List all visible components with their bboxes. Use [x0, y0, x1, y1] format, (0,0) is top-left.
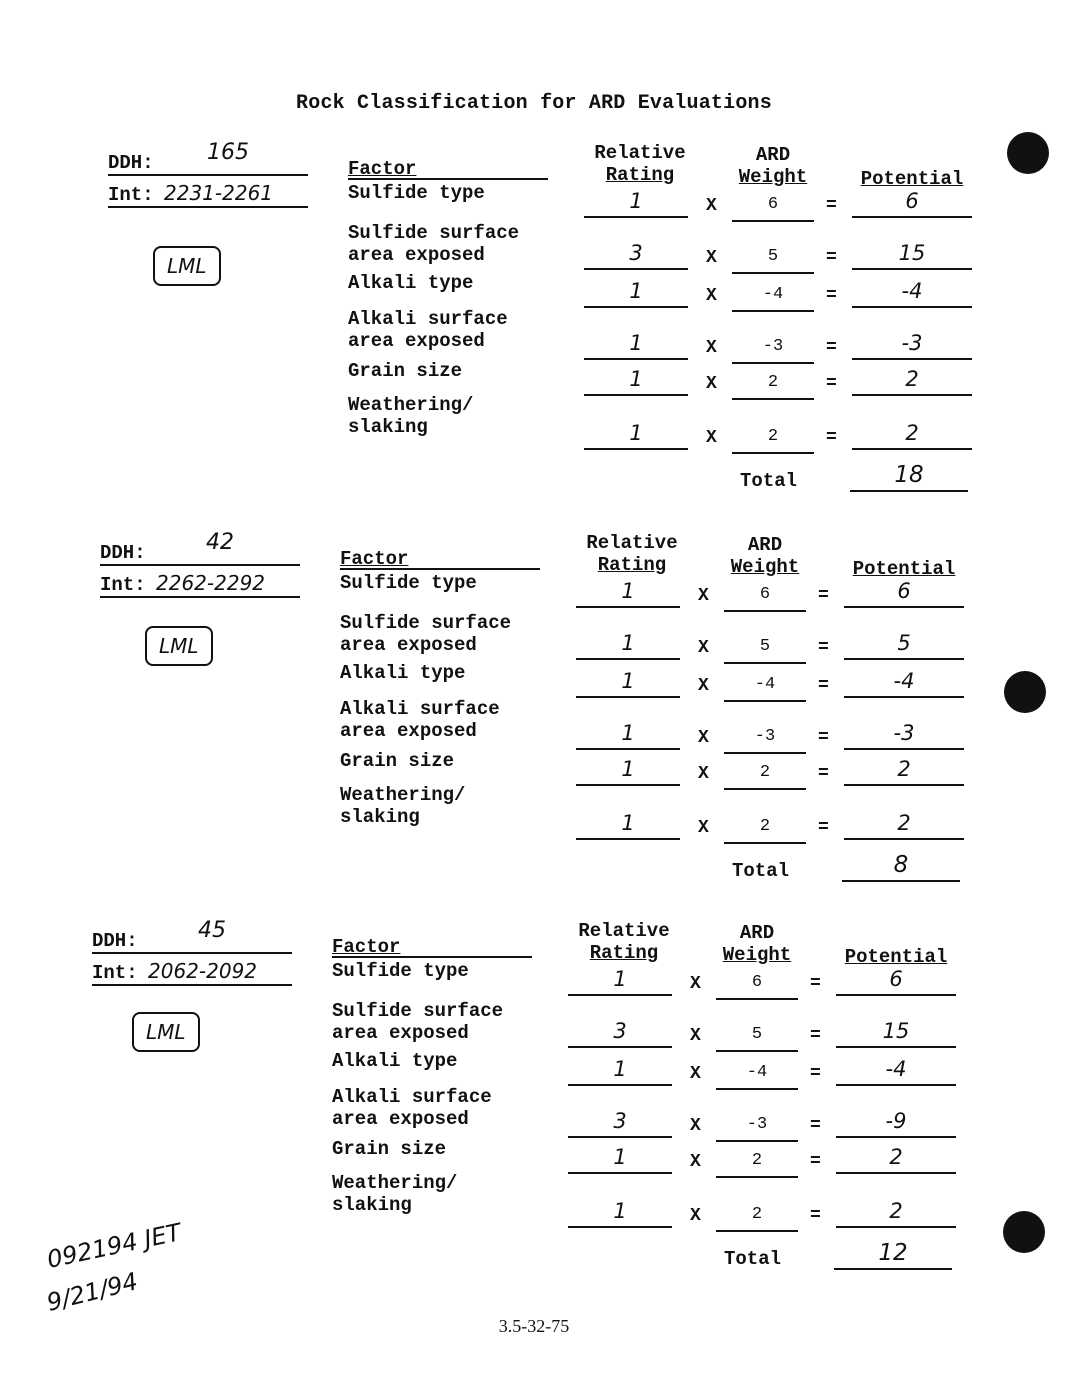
- rating-cell: 1: [584, 330, 688, 360]
- factor-header-rule: [348, 178, 548, 180]
- potential-cell: 2: [844, 810, 964, 840]
- rating-cell: 1: [576, 630, 680, 660]
- relative-rating-header: [564, 920, 684, 964]
- signature-line-2: 9/21/94: [43, 1267, 141, 1317]
- factor-header: Factor: [340, 548, 409, 570]
- ddh-underline: [100, 564, 300, 566]
- equals-sign: =: [826, 196, 837, 216]
- factor-label: Grain size: [332, 1138, 447, 1160]
- rating-cell: 1: [584, 420, 688, 450]
- times-sign: X: [706, 248, 717, 268]
- rock-code-box: LML: [145, 626, 213, 666]
- ddh-label: DDH:: [100, 542, 146, 564]
- total-value: 18: [850, 462, 968, 492]
- weight-cell: -3: [732, 334, 814, 364]
- total-value: 8: [842, 852, 960, 882]
- binder-hole-bottom: [1003, 1211, 1045, 1253]
- total-value: 12: [834, 1240, 952, 1270]
- weight-cell: 2: [732, 370, 814, 400]
- weight-cell: 2: [732, 424, 814, 454]
- total-label: Total: [724, 1248, 782, 1270]
- document-title: Rock Classification for ARD Evaluations: [296, 92, 772, 115]
- potential-header: Potential: [852, 558, 956, 580]
- signature-line-1: 092194 JET: [44, 1218, 184, 1274]
- rating-cell: 3: [568, 1108, 672, 1138]
- equals-sign: =: [810, 1152, 821, 1172]
- times-sign: X: [698, 586, 709, 606]
- times-sign: X: [706, 428, 717, 448]
- factor-label: Sulfide type: [340, 572, 477, 594]
- times-sign: X: [690, 1026, 701, 1046]
- binder-hole-middle: [1004, 671, 1046, 713]
- factor-label: Weathering/ slaking: [332, 1172, 458, 1216]
- relative-rating-header: [572, 532, 692, 576]
- factor-header: Factor: [348, 158, 417, 180]
- total-label: Total: [732, 860, 790, 882]
- ddh-value: 42: [206, 530, 234, 555]
- equals-sign: =: [810, 1206, 821, 1226]
- times-sign: X: [690, 1064, 701, 1084]
- equals-sign: =: [810, 1116, 821, 1136]
- rating-cell: 1: [576, 578, 680, 608]
- potential-cell: -4: [836, 1056, 956, 1086]
- ddh-value: 165: [207, 140, 249, 165]
- rating-cell: 1: [584, 366, 688, 396]
- factor-label: Sulfide surface area exposed: [340, 612, 512, 656]
- times-sign: X: [706, 338, 717, 358]
- rating-cell: 1: [584, 188, 688, 218]
- ard-label: ARD: [755, 144, 791, 166]
- potential-cell: 6: [852, 188, 972, 218]
- times-sign: X: [706, 196, 717, 216]
- rating-cell: 1: [568, 1144, 672, 1174]
- times-sign: X: [698, 638, 709, 658]
- equals-sign: =: [826, 338, 837, 358]
- potential-cell: 15: [836, 1018, 956, 1048]
- equals-sign: =: [818, 728, 829, 748]
- potential-cell: 6: [844, 578, 964, 608]
- times-sign: X: [698, 728, 709, 748]
- factor-label: Alkali type: [332, 1050, 458, 1072]
- factor-label: Grain size: [340, 750, 455, 772]
- factor-header-rule: [340, 568, 540, 570]
- equals-sign: =: [818, 586, 829, 606]
- rating-cell: 1: [568, 1056, 672, 1086]
- equals-sign: =: [818, 676, 829, 696]
- potential-cell: -4: [844, 668, 964, 698]
- times-sign: X: [706, 286, 717, 306]
- factor-label: Alkali type: [340, 662, 466, 684]
- ard-label: ARD: [747, 534, 783, 556]
- weight-cell: 2: [724, 814, 806, 844]
- rating-cell: 1: [568, 1198, 672, 1228]
- times-sign: X: [698, 764, 709, 784]
- weight-cell: 6: [732, 192, 814, 222]
- potential-cell: 5: [844, 630, 964, 660]
- ddh-value: 45: [198, 918, 226, 943]
- equals-sign: =: [818, 818, 829, 838]
- weight-cell: -3: [724, 724, 806, 754]
- equals-sign: =: [818, 764, 829, 784]
- ard-weight-header: [712, 922, 802, 966]
- times-sign: X: [690, 1116, 701, 1136]
- rating-cell: 1: [584, 278, 688, 308]
- ard-label: ARD: [739, 922, 775, 944]
- potential-cell: -3: [844, 720, 964, 750]
- weight-cell: 5: [716, 1022, 798, 1052]
- factor-label: Alkali type: [348, 272, 474, 294]
- times-sign: X: [690, 1152, 701, 1172]
- factor-label: Alkali surface area exposed: [340, 698, 500, 742]
- equals-sign: =: [810, 1064, 821, 1084]
- factor-label: Sulfide type: [348, 182, 485, 204]
- factor-label: Sulfide type: [332, 960, 469, 982]
- evaluation-section: [100, 530, 1000, 900]
- interval-underline: [92, 984, 292, 986]
- rating-cell: 1: [568, 966, 672, 996]
- equals-sign: =: [826, 248, 837, 268]
- rating-cell: 3: [584, 240, 688, 270]
- rating-label: Rating: [589, 942, 659, 964]
- interval-value: 2231-2261: [164, 181, 274, 205]
- factor-label: Weathering/ slaking: [340, 784, 466, 828]
- rating-cell: 1: [576, 756, 680, 786]
- interval-underline: [100, 596, 300, 598]
- interval-label: Int:: [92, 962, 138, 984]
- weight-label: Weight: [730, 556, 800, 578]
- interval-underline: [108, 206, 308, 208]
- ddh-underline: [92, 952, 292, 954]
- weight-cell: -3: [716, 1112, 798, 1142]
- binder-hole-top: [1007, 132, 1049, 174]
- factor-label: Alkali surface area exposed: [332, 1086, 492, 1130]
- rating-cell: 1: [576, 810, 680, 840]
- interval-label: Int:: [108, 184, 154, 206]
- factor-label: Sulfide surface area exposed: [348, 222, 520, 266]
- times-sign: X: [698, 818, 709, 838]
- weight-label: Weight: [722, 944, 792, 966]
- rating-cell: 1: [576, 720, 680, 750]
- total-label: Total: [740, 470, 798, 492]
- times-sign: X: [706, 374, 717, 394]
- ard-weight-header: [720, 534, 810, 578]
- rock-code-box: LML: [153, 246, 221, 286]
- ddh-label: DDH:: [108, 152, 154, 174]
- potential-cell: 2: [852, 420, 972, 450]
- weight-cell: 5: [732, 244, 814, 274]
- potential-cell: -9: [836, 1108, 956, 1138]
- relative-label: Relative: [586, 532, 678, 554]
- rating-cell: 3: [568, 1018, 672, 1048]
- evaluation-section: [108, 140, 1008, 510]
- relative-rating-header: [580, 142, 700, 186]
- rock-code-box: LML: [132, 1012, 200, 1052]
- weight-cell: 5: [724, 634, 806, 664]
- potential-cell: 2: [836, 1144, 956, 1174]
- interval-value: 2062-2092: [148, 959, 258, 983]
- rating-label: Rating: [605, 164, 675, 186]
- rating-label: Rating: [597, 554, 667, 576]
- equals-sign: =: [826, 374, 837, 394]
- potential-cell: -4: [852, 278, 972, 308]
- equals-sign: =: [826, 428, 837, 448]
- factor-header-rule: [332, 956, 532, 958]
- page-number: 3.5-32-75: [498, 1316, 570, 1336]
- weight-cell: -4: [716, 1060, 798, 1090]
- times-sign: X: [690, 974, 701, 994]
- factor-label: Grain size: [348, 360, 463, 382]
- potential-cell: 15: [852, 240, 972, 270]
- potential-cell: -3: [852, 330, 972, 360]
- weight-cell: 2: [716, 1202, 798, 1232]
- weight-label: Weight: [738, 166, 808, 188]
- evaluation-section: [92, 918, 992, 1288]
- interval-label: Int:: [100, 574, 146, 596]
- interval-value: 2262-2292: [156, 571, 266, 595]
- ddh-underline: [108, 174, 308, 176]
- factor-label: Sulfide surface area exposed: [332, 1000, 504, 1044]
- factor-label: Weathering/ slaking: [348, 394, 474, 438]
- equals-sign: =: [810, 1026, 821, 1046]
- rating-cell: 1: [576, 668, 680, 698]
- weight-cell: -4: [724, 672, 806, 702]
- equals-sign: =: [810, 974, 821, 994]
- weight-cell: 2: [716, 1148, 798, 1178]
- potential-cell: 2: [836, 1198, 956, 1228]
- ddh-label: DDH:: [92, 930, 138, 952]
- potential-cell: 2: [844, 756, 964, 786]
- times-sign: X: [698, 676, 709, 696]
- potential-cell: 2: [852, 366, 972, 396]
- times-sign: X: [690, 1206, 701, 1226]
- weight-cell: 6: [724, 582, 806, 612]
- relative-label: Relative: [594, 142, 686, 164]
- factor-header: Factor: [332, 936, 401, 958]
- potential-header: Potential: [844, 946, 948, 968]
- weight-cell: 6: [716, 970, 798, 1000]
- weight-cell: 2: [724, 760, 806, 790]
- weight-cell: -4: [732, 282, 814, 312]
- relative-label: Relative: [578, 920, 670, 942]
- potential-header: Potential: [860, 168, 964, 190]
- ard-weight-header: [728, 144, 818, 188]
- potential-cell: 6: [836, 966, 956, 996]
- factor-label: Alkali surface area exposed: [348, 308, 508, 352]
- equals-sign: =: [826, 286, 837, 306]
- equals-sign: =: [818, 638, 829, 658]
